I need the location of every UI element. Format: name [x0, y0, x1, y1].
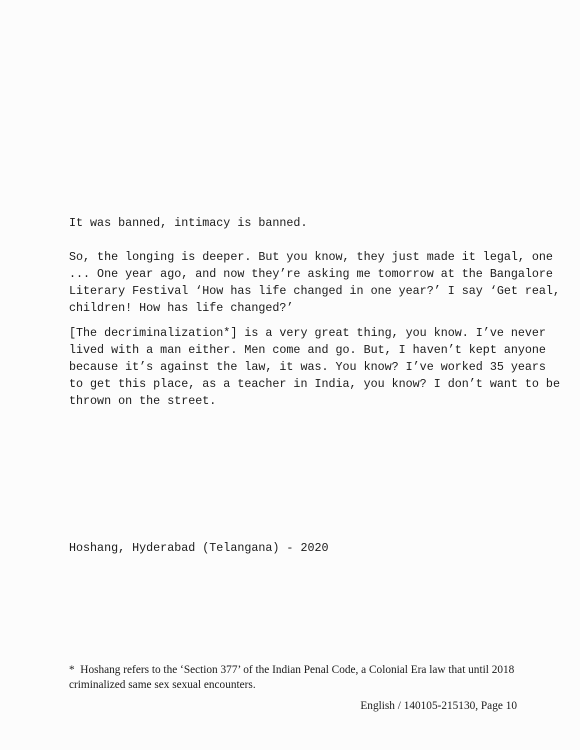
- paragraph-longing: So, the longing is deeper. But you know, they just made it legal, one ... One year ago, and now they’re asking me tomorrow at the Bangalore Literary Festival ‘How has life changed in one year?’ I say ‘Get real, children! How has life changed?’: [69, 250, 560, 315]
- paragraph-intimacy-banned: It was banned, intimacy is banned.: [69, 216, 308, 230]
- paragraph-decriminalization: [The decriminalization*] is a very great thing, you know. I’ve never lived with a man either. Men come and go. But, I haven’t kept anyone because it’s against the law, it was. You know? I’ve worked 35 years to get this place, as a teacher in India, you know? I don’t want to be thrown on the street.: [69, 326, 560, 408]
- attribution-line: Hoshang, Hyderabad (Telangana) - 2020: [69, 541, 329, 555]
- footnote: * Hoshang refers to the ‘Section 377’ of the Indian Penal Code, a Colonial Era law that until 2018 criminalized same sex sexual encounters.: [69, 664, 515, 691]
- page-footer: English / 140105-215130, Page 10: [360, 700, 517, 712]
